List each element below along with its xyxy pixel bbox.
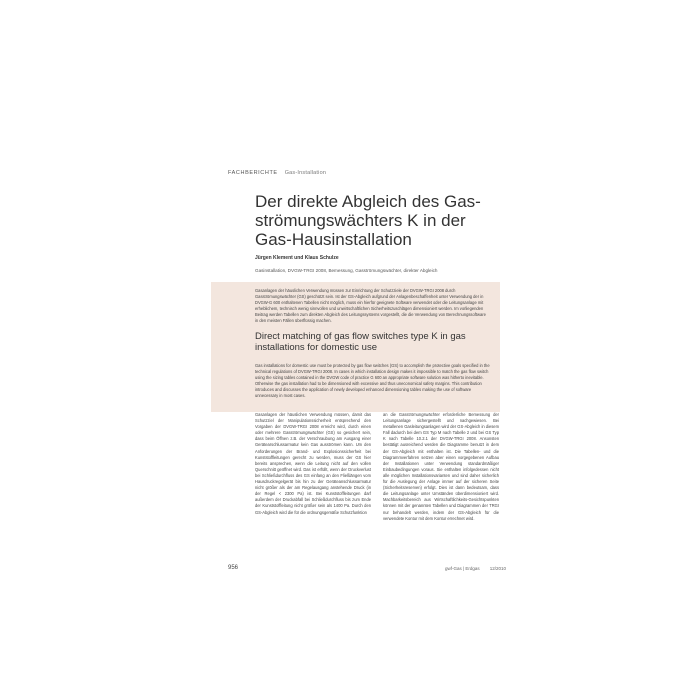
body-column-1 — [255, 412, 371, 516]
running-header — [228, 170, 326, 176]
body-text-column-1: Gasanlagen der häuslichen Verwendung müssen, damit das Schutzziel der Manipulationssicherheit entsprechend den Vorgaben der DVGW-TRGI 2008 erreicht wird, durch einen oder mehrere Gasströmungswächter (GS) so gesichert sein, dass beim Öffnen z.B. der Verschraubung am Ausgang einer Gerätearschlussarmatur kein Gas ausströmen kann. Um den Anforderungen der Brand- und Explosionssicherheit bei Kunststoffleitungen gerecht zu werden, muss der GS hier bereits ansprechen, wenn die Leitung nicht auf den vollen Querschnitt geöffnet wird. Das ist erfüllt, wenn der Druckverlust bei Schließdurchfluss des GS einfang an den Fließlängen vom Hausdruckregelgerät bis hin zu der Geräteanschlussarmatur nicht größer als der am Regelausgang anstehende Druck (in der Regel < 2300 Pa) ist. Bei Kunststoffleitungen darf außerdem der Druckabfall bei Schließdurchfluss bis zum Ende der Kunststoffleitung nicht größer sein als 1400 Pa. Durch den GS-Abgleich wird die für die ordnungsgemäße Schutzfunktion — [255, 412, 371, 515]
article-authors: Jürgen Klement und Klaus Schulze — [255, 255, 339, 261]
english-title: Direct matching of gas flow switches type K in gas installations for domestic use — [255, 331, 466, 353]
page-number: 956 — [228, 565, 239, 571]
body-column-2 — [383, 412, 499, 522]
body-text-column-2: an die Gasströmungswächter erforderliche Bemessung der Leitungsanlage sichergestellt und nachgewiesen. Bei metallenen Gasleitungsanlagen wird der GS-Abgleich in diesem Fall dadurch bei dem GS Typ M nach Tabelle 2 und bei GS Typ K nach Tabelle 10.2.1 der DVGW-TRGI 2008. Ansonsten bestätigt ausreichend werden die Diagramme benutzt in dem der GS-Abgleich mit enthalten ist. Die Tabellen- und die Diagrammverfahren setzen aber einen vorgegebenen Aufbau der Installationen unter Verwendung standardmäßiger Einbaubedingungen voraus. Sie enthalten infolgedessen nicht alle möglichen Installationsvarianten und sind daher sicherlich für die Auslegung der Anlage immer auf der sicheren Seite (Sicherheitsreserven) erfolgt. Dies ist dann bedeutsam, dass die Leitungsanlage unter Umständen überdimensioniert wird. Machbarkeitsbereich aus Wirtschaftlichkeits-Gesichtspunkten können mit der genannten Tabellen und Diagrammen der TRGI nur behandelt werden, indem der GS-Abgleich für die verwendete Kontur mit dem Kontur errechnet wird. — [383, 412, 499, 521]
header-section: FACHBERICHTE — [228, 170, 278, 176]
footer-issue: 12/2010 — [489, 566, 506, 571]
header-subsection: Gas-Installation — [284, 170, 327, 176]
article-title: Der direkte Abgleich des Gas-strömungswächters K in der Gas-Hausinstallation — [255, 192, 481, 249]
footer-journal: gwf-Gas | Erdgas — [445, 566, 480, 571]
abstract-german: Gasanlagen der häuslichen Verwendung müssen zur Einrichtung der Schutzziele der DVGW-TRGI 2008 durch Gasströmungswächter (GS) geschützt sein. Ist der GS-Abgleich aufgrund der Anlagenbeschaffenheit unter Verwendung der in DVGW-G 600 enthaltenen Tabellen nicht möglich, muss ein hierfür geeignete Software verwendet oder die Leitungsanlage mit erheblichem, technisch wenig sinnvollen und unwirtschaftlichen Sicherheitszuschlägen dimensioniert werden. Im vorliegenden Beitrag werden Tabellen zum direkten Abgleich des Leitungssystems vorgestellt, die die Verwendung von Berechnungssoftware in den meisten Fällen überflüssig machen. — [255, 288, 486, 324]
footer-journal-info — [445, 566, 506, 571]
abstract-english: Gas installations for domestic use must be protected by gas flow switches (GS) to accomplish the protective goals specified in the technical regulations of DVGW-TRGI 2008. In cases in which installation design makes it impossible to match the gas flow switch using the sizing tables contained in the DVGW code of practice G 600 an appropriate software solution was hitherto inevitable. Otherwise the gas installation had to be dimensioned with excessive and thus uneconomical safety margins. This contribution introduces and discusses the application of newly developed enhanced dimensioning tables making the use of software unnecessary in most cases. — [255, 363, 490, 399]
article-keywords: Gasinstallation, DVGW-TRGI 2008, Bemessung, Gasströmungswächter, direkter Abgleich — [255, 268, 438, 273]
